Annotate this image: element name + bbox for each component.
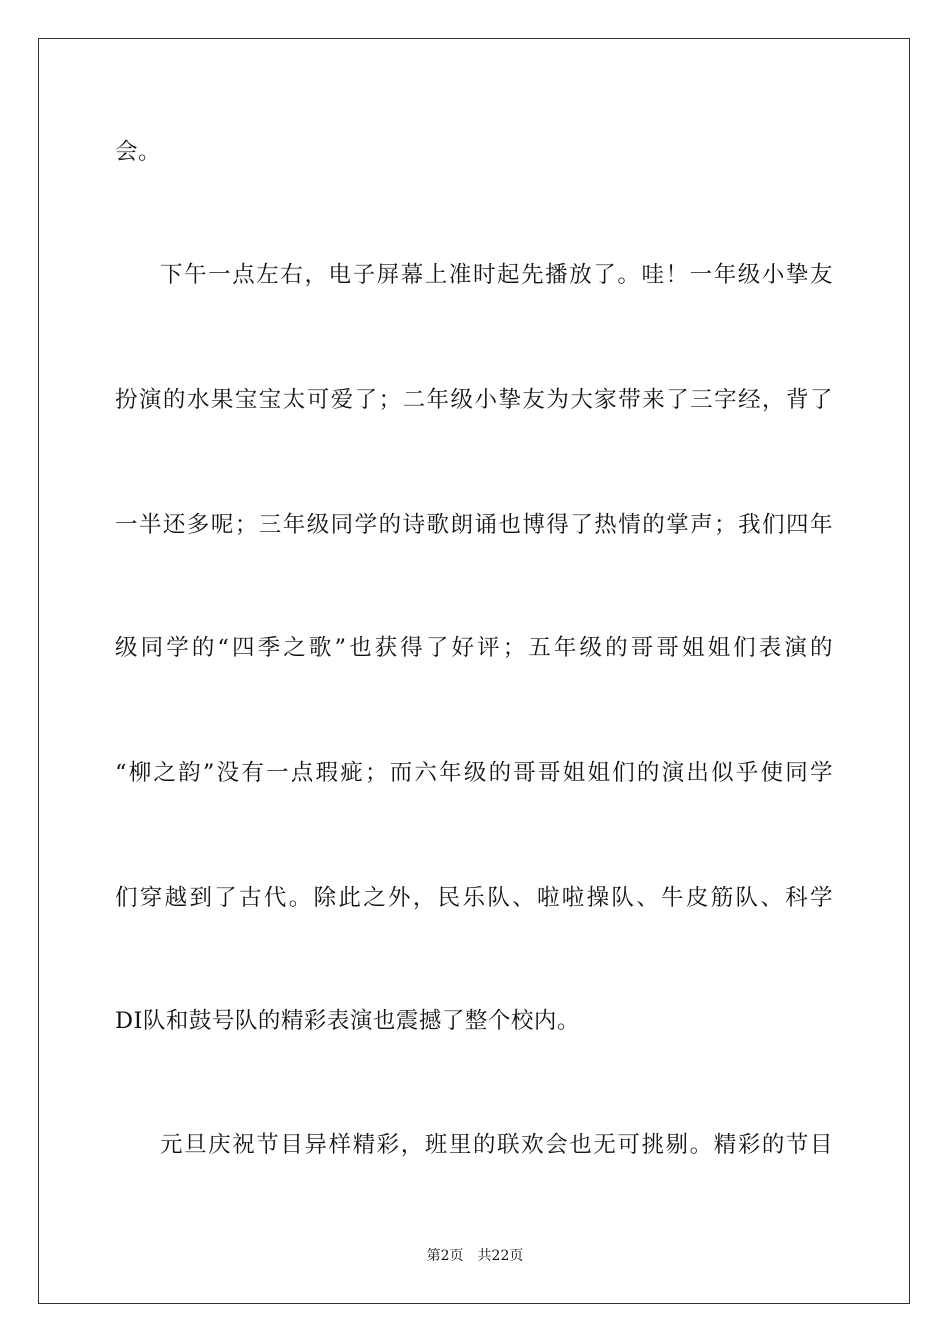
paragraph-line-3: 扮演的水果宝宝太可爱了；二年级小挚友为大家带来了三字经，背了	[115, 387, 833, 413]
paragraph-line-2: 下午一点左右，电子屏幕上准时起先播放了。哇！一年级小挚友	[160, 262, 833, 288]
paragraph-line-1: 会。	[115, 139, 162, 165]
page-border	[38, 38, 910, 1304]
paragraph-line-6: “柳之韵”没有一点瑕疵；而六年级的哥哥姐姐们的演出似乎使同学	[115, 760, 833, 786]
paragraph-line-4: 一半还多呢；三年级同学的诗歌朗诵也博得了热情的掌声；我们四年	[115, 512, 833, 538]
paragraph-line-8: DI队和鼓号队的精彩表演也震撼了整个校内。	[115, 1008, 580, 1034]
paragraph-line-9: 元旦庆祝节目异样精彩，班里的联欢会也无可挑剔。精彩的节目	[160, 1132, 833, 1158]
page-number-footer: 第2页 共22页	[426, 1248, 524, 1264]
paragraph-line-5: 级同学的“四季之歌”也获得了好评；五年级的哥哥姐姐们表演的	[115, 635, 833, 661]
paragraph-line-7: 们穿越到了古代。除此之外，民乐队、啦啦操队、牛皮筋队、科学	[115, 885, 833, 911]
